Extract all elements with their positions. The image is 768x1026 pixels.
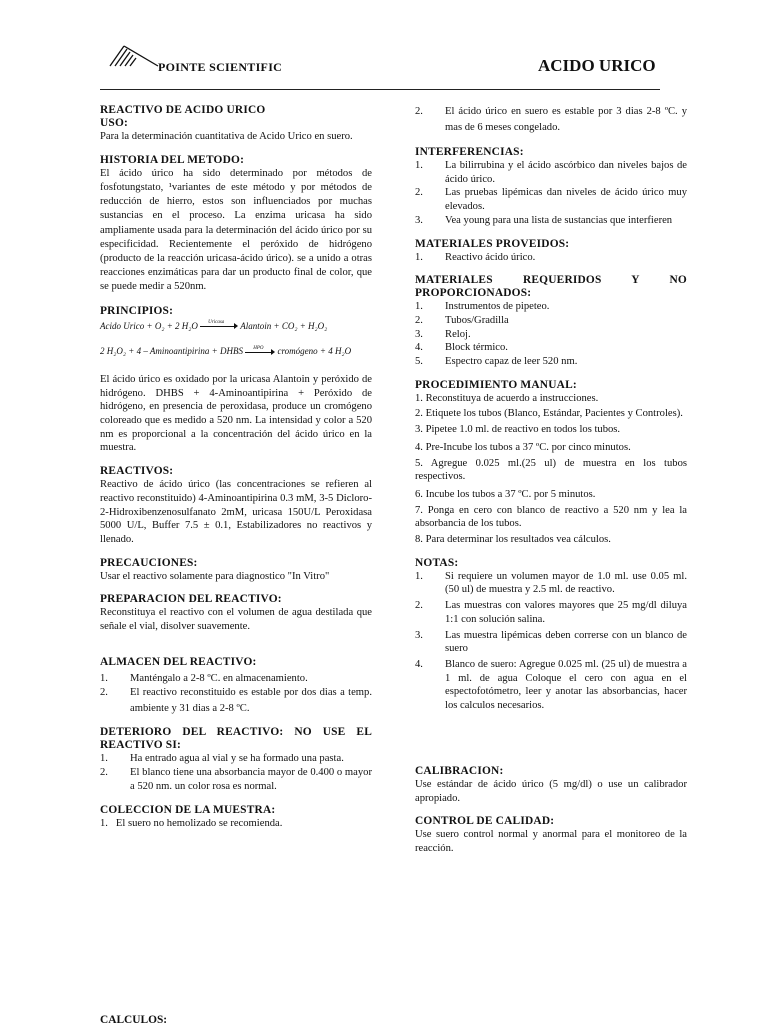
uso-heading: USO: — [100, 117, 129, 129]
calibracion-heading: CALIBRACION: — [415, 764, 504, 777]
header-rule — [100, 89, 660, 90]
deterioro-heading: DETERIORO DEL REACTIVO: NO USE EL REACTIVO SI: — [100, 726, 372, 752]
calibracion-text: Use estándar de ácido úrico (5 mg/dl) o use un calibrador apropiado. — [415, 778, 687, 804]
requeridos-heading: MATERIALES REQUERIDOS Y NO PROPORCIONADOS: — [415, 274, 687, 300]
uso-text: Para la determinación cuantitativa de Acido Urico en suero. — [100, 131, 353, 142]
list-item: 2. El reactivo reconstituido es estable por dos dias a temp. ambiente y 31 dias a 2-8 ºC. — [100, 687, 372, 714]
equation-1-right: Alantoin + CO₂ + H₂O₂ — [240, 320, 328, 331]
list-item: 2. Las pruebas lipémicas dan niveles de ácido úrico muy elevados. — [415, 187, 687, 213]
enzyme-label-1: Uricasa — [208, 320, 225, 326]
list-item: 2. El ácido úrico en suero es estable por 3 dias 2-8 ºC. y mas de 6 meses congelado. — [415, 106, 687, 133]
interferencias-list — [415, 159, 687, 228]
historia-text: El ácido úrico ha sido determinado por métodos de fosfotungstato, ¹variantes de este método y por métodos de reducción de hierro, estos son influenciados por muchas sustancias en el proceso. La enzima uricasa ha sido ampliamente usada para la determinación del ácido úrico por su especificidad. Recientemente el peróxido de hidrógeno (producto de la reacción uricasa-ácido úrico). se a unido a otras reacciones enzimáticas para dar un producto final de color, que se puede medir a 520nm. — [100, 167, 372, 293]
right-column — [415, 104, 687, 856]
list-item: 5. Agregue 0.025 ml.(25 ul) de muestra en los tubos respectivos. — [415, 457, 687, 483]
list-item: 6. Incube los tubos a 37 ºC. por 5 minutos. — [415, 488, 596, 500]
list-item: 2. Las muestras con valores mayores que 25 mg/dl diluya 1:1 con solución salina. — [415, 600, 687, 625]
list-item: 3. Reloj. — [415, 328, 471, 340]
list-item: 1. Ha entrado agua al vial y se ha formado una pasta. — [100, 753, 344, 765]
enzyme-label-2: HPO — [253, 346, 264, 352]
list-item: 4. Pre-Incube los tubos a 37 ºC. por cinco minutos. — [415, 441, 631, 453]
coleccion-item: 1. El suero no hemolizado se recomienda. — [100, 817, 283, 829]
reactivos-text: Reactivo de ácido úrico (las concentraciones se refieren al reactivo reconstituido) 4-Aminoantipirina 0.3 mM, 3-5 Dicloro-2-Hidroxibenzenosulfanato 2mM, uricasa 150U/L Peroxidasa 5000 U/L, Buffer 7.5 ± 0.1, Estabilizadores no reactivos y llenado. — [100, 479, 372, 545]
list-item: 5. Espectro capaz de leer 520 nm. — [415, 356, 578, 368]
equation-1-left: Acido Urico + O₂ + 2 H₂O — [100, 320, 198, 331]
brand-name: POINTE SCIENTIFIC — [158, 60, 283, 74]
principios-heading: PRINCIPIOS: — [100, 304, 174, 317]
reactivos-heading: REACTIVOS: — [100, 465, 174, 478]
deterioro-list — [100, 752, 372, 793]
list-item: 1. Manténgalo a 2-8 ºC. en almacenamiento. — [100, 672, 308, 684]
equation-2-right: cromógeno + 4 H₂O — [277, 346, 352, 357]
interferencias-heading: INTERFERENCIAS: — [415, 146, 524, 158]
equation-2-left: 2 H₂O₂ + 4 – Aminoantipirina + DHBS — [100, 346, 243, 357]
list-item: 7. Ponga en cero con blanco de reactivo a 520 nm y lea la absorbancia de los tubos. — [415, 504, 687, 530]
procedimiento-list — [415, 392, 687, 547]
list-item: 1. Si requiere un volumen mayor de 1.0 ml. use 0.05 ml. (50 ul) de muestra y 2.5 ml. de reactivo. — [415, 570, 687, 596]
precauciones-text: Usar el reactivo solamente para diagnostico "In Vitro" — [100, 570, 330, 582]
almacen-heading: ALMACEN DEL REACTIVO: — [100, 655, 257, 668]
reactivo-title: REACTIVO DE ACIDO URICO — [100, 104, 266, 116]
list-item: 4. Blanco de suero: Agregue 0.025 ml. (25 ul) de muestra a 1 ml. de agua Coloque el cero con agua en el espectofotómetro, leer y anotar las absorbancias, hacer los calculos necesarios. — [415, 658, 687, 712]
coleccion-heading: COLECCION DE LA MUESTRA: — [100, 803, 276, 816]
list-item: 1. Instrumentos de pipeteo. — [415, 301, 550, 313]
pointe-scientific-logo — [108, 42, 160, 68]
list-item: 2. Tubos/Gradilla — [415, 314, 509, 326]
list-item: 3. Pipetee 1.0 ml. de reactivo en todos los tubos. — [415, 424, 621, 436]
storage-sample-list — [415, 104, 687, 136]
list-item: 2. Etiquete los tubos (Blanco, Estándar, Pacientes y Controles). — [415, 408, 683, 420]
list-item: 8. Para determinar los resultados vea cálculos. — [415, 534, 611, 546]
list-item: 2. El blanco tiene una absorbancia mayor de 0.400 o mayor a 520 nm. un color rosa es normal. — [100, 767, 372, 792]
proveidos-list — [415, 251, 687, 265]
list-item: 3. Las muestra lipémicas deben correrse con un blanco de suero — [415, 629, 687, 655]
reaction-arrow-1 — [200, 322, 238, 330]
principios-text: El ácido úrico es oxidado por la uricasa Alantoin y peróxido de hidrógeno. DHBS + 4-Aminoantipirina + Peróxido de hidrógeno, en presencia de peroxidasa, produce un cromógeno coloreado que es medido a 520 nm. La intensidad y color a 520 nm es proporcional a la concentración del ácido úrico en la muestra. — [100, 373, 372, 454]
list-item: 4. Block térmico. — [415, 342, 508, 354]
control-text: Use suero control normal y anormal para el monitoreo de la reacción. — [415, 829, 687, 854]
procedimiento-heading: PROCEDIMIENTO MANUAL: — [415, 378, 577, 391]
preparacion-heading: PREPARACION DEL REACTIVO: — [100, 593, 282, 606]
preparacion-text: Reconstituya el reactivo con el volumen de agua destilada que señale el vial, disolver suavemente. — [100, 607, 372, 633]
historia-heading: HISTORIA DEL METODO: — [100, 153, 245, 166]
list-item: 1. Reconstituya de acuerdo a instrucciones. — [415, 392, 599, 404]
equation-1 — [100, 320, 372, 334]
left-column — [100, 104, 372, 830]
proveidos-heading: MATERIALES PROVEIDOS: — [415, 237, 570, 250]
precauciones-heading: PRECAUCIONES: — [100, 556, 198, 569]
notas-heading: NOTAS: — [415, 556, 459, 569]
list-item: 3. Vea young para una lista de sustancias que interfieren — [415, 214, 673, 226]
almacen-list — [100, 672, 372, 717]
document-title: ACIDO URICO — [538, 56, 656, 75]
control-heading: CONTROL DE CALIDAD: — [415, 815, 555, 828]
calculos-heading: CALCULOS: — [100, 1014, 168, 1026]
list-item: 1. La bilirrubina y el ácido ascórbico dan niveles bajos de ácido úrico. — [415, 160, 687, 185]
reaction-arrow-2 — [245, 348, 275, 356]
equation-2 — [100, 345, 372, 359]
requeridos-list — [415, 300, 687, 369]
list-item: 1. Reactivo ácido úrico. — [415, 251, 536, 263]
notas-list — [415, 570, 687, 713]
